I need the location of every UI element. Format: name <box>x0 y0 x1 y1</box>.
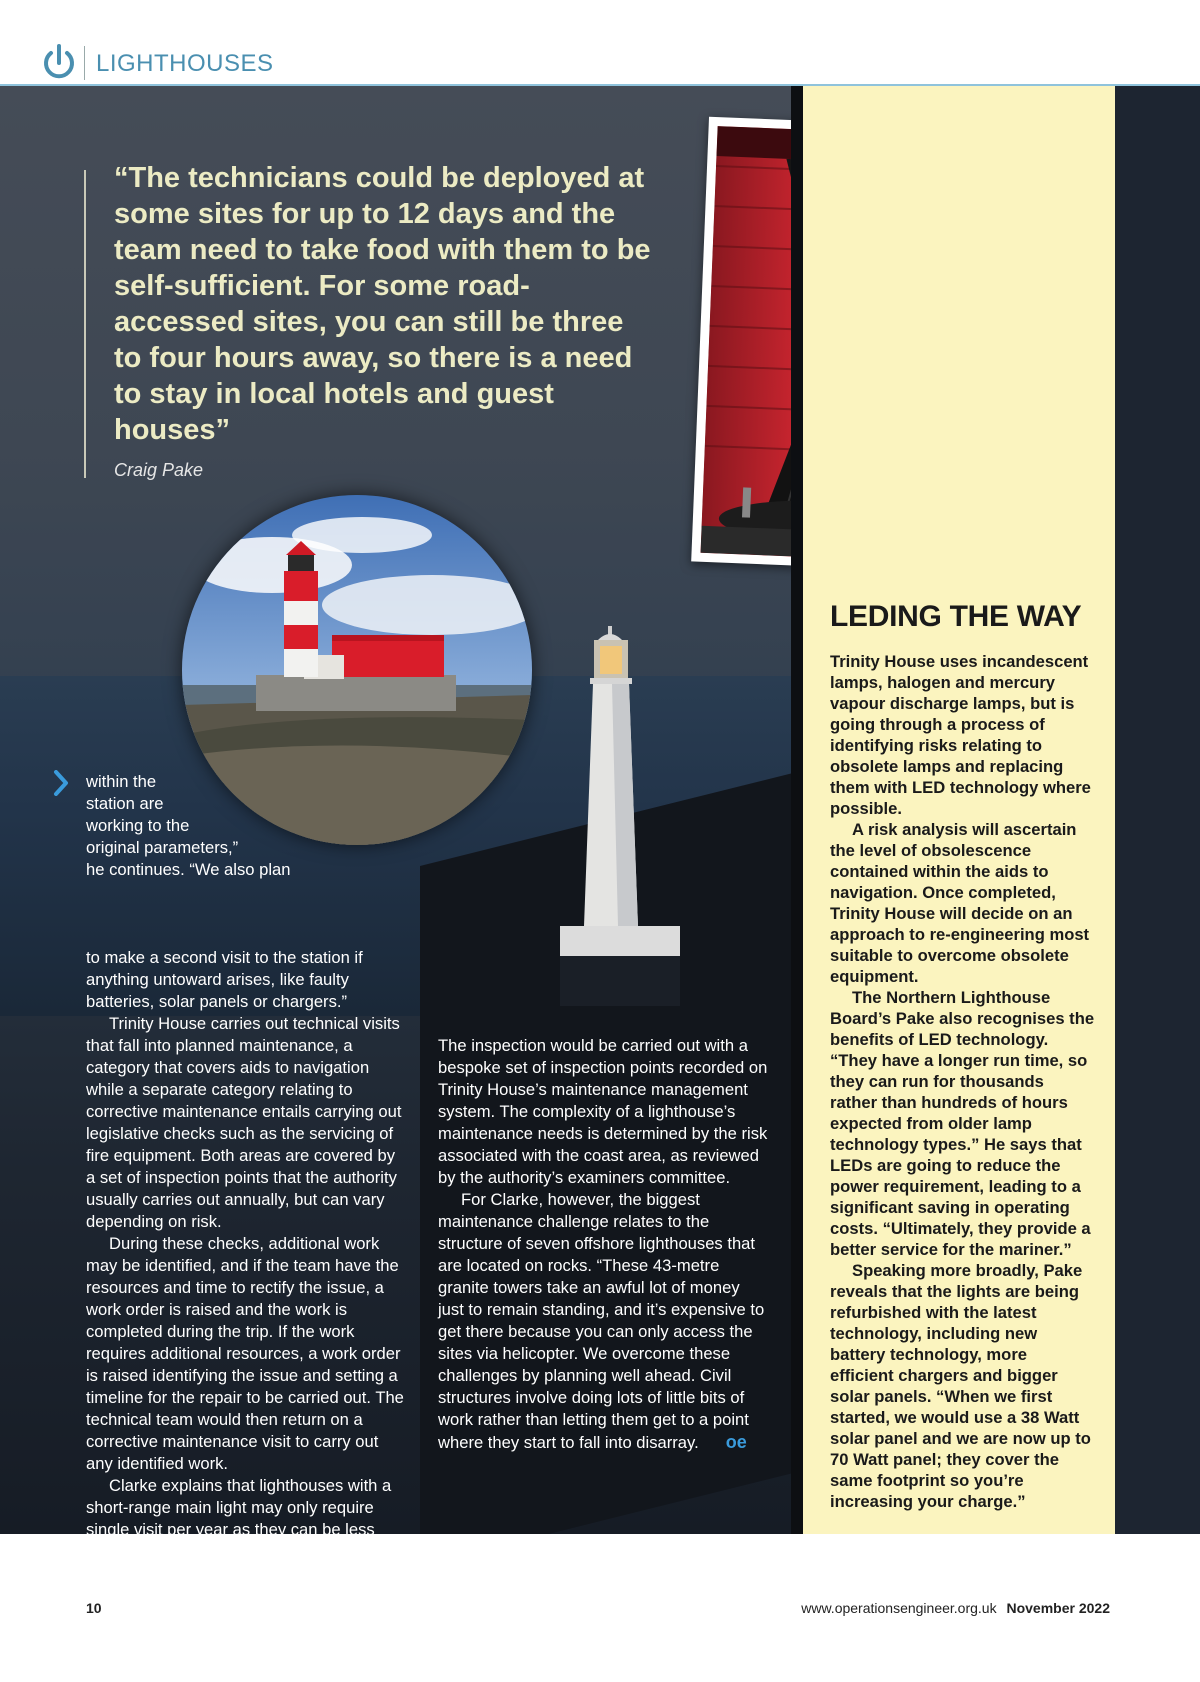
footer-url[interactable]: www.operationsengineer.org.uk <box>801 1600 997 1616</box>
issue-date: November 2022 <box>1006 1600 1110 1616</box>
body-column-2 <box>438 1035 768 1454</box>
header-divider <box>84 46 85 80</box>
sidebar-paragraph: The Northern Lighthouse Board’s Pake also recognises the benefits of LED technology. “They have a longer run time, so they can run for thousands rather than hundreds of hours expected from older lamp technology types.” He says that LEDs are going to reduce the power requirement, leading to a significant saving in operating costs. “Ultimately, they provide a better service for the mariner.” <box>830 988 1095 1259</box>
body-paragraph <box>438 1189 768 1454</box>
page-number: 10 <box>86 1600 102 1616</box>
sidebar-right-photo-strip <box>1115 86 1200 1534</box>
continuation-chevron-icon <box>52 770 70 796</box>
sidebar-body <box>830 651 1095 1512</box>
page-header <box>0 0 1200 86</box>
sidebar-heading: LEDING THE WAY <box>830 600 1082 633</box>
background-lighthouse <box>560 626 680 1006</box>
quote-rule <box>84 170 86 478</box>
body-paragraph: to make a second visit to the station if anything untoward arises, like faulty batteries, solar panels or chargers.” <box>86 948 363 1011</box>
body-line: station are <box>86 794 164 813</box>
pull-quote: “The technicians could be deployed at some sites for up to 12 days and the team need to take food with them to be self-sufficient. For some road-accessed sites, you can still be three to four hours away, so there is a need to stay in local hotels and guest houses” <box>114 162 651 446</box>
sidebar-paragraph: Trinity House uses incandescent lamps, halogen and mercury vapour discharge lamps, but is going through a process of identifying risks relating to obsolete lamps and replacing them with LED technology where possible. <box>830 652 1091 818</box>
sidebar-paragraph: Speaking more broadly, Pake reveals that the lights are being refurbished with the latest technology, including new battery technology, more efficient chargers and bigger solar panels. “When we first started, we would use a 38 Watt solar panel and we are now up to 70 Watt panel; they cover the same footprint so you’re increasing your charge.” <box>830 1261 1091 1511</box>
body-line: he continues. “We also plan <box>86 860 291 879</box>
body-line: within the <box>86 772 157 791</box>
quote-author: Craig Pake <box>114 460 204 480</box>
footer-info <box>801 1600 1110 1616</box>
sidebar-dark-strip <box>791 86 803 1534</box>
body-paragraph: Clarke explains that lighthouses with a short-range main light may only require single visit per year as they can be less complex, depending on the location. <box>86 1476 392 1561</box>
power-icon <box>42 44 76 82</box>
body-line: original parameters,” <box>86 838 239 857</box>
body-paragraph: The inspection would be carried out with a bespoke set of inspection points recorded on Trinity House’s maintenance management system. The complexity of a lighthouse’s maintenance needs is determined by the risk associated with the coast area, as reviewed by the authority’s examiners committee. <box>438 1036 768 1187</box>
body-line: working to the <box>86 816 190 835</box>
sidebar-paragraph: A risk analysis will ascertain the level of obsolescence contained within the aids to navigation. Once completed, Trinity House will decide on an approach to re-engineering most suitable to overcome obsolete equipment. <box>830 820 1090 986</box>
body-column-1 <box>86 947 408 1563</box>
end-mark-logo: oe <box>725 1432 747 1452</box>
body-paragraph-text: For Clarke, however, the biggest maintenance challenge relates to the structure of seven offshore lighthouses that are located on rocks. “These 43-metre granite towers take an awful lot of money just to remain standing, and it’s expensive to get there because you can only access the sites via helicopter. We overcome these challenges by planning well ahead. Civil structures involve doing lots of little bits of work rather than letting them get to a point where they start to fall into disarray. <box>438 1190 765 1452</box>
body-paragraph: During these checks, additional work may be identified, and if the team have the resources and time to rectify the issue, a work order is raised and the work is completed during the trip. If the work requires additional resources, a work order is raised identifying the issue and setting a timeline for the repair to be carried out. The technical team would then return on a corrective maintenance visit to carry out any identified work. <box>86 1234 404 1473</box>
body-column-1-lines <box>86 771 386 881</box>
body-paragraph: Trinity House carries out technical visits that fall into planned maintenance, a category that covers aids to navigation while a separate category relating to corrective maintenance entails carrying out legislative checks such as the servicing of fire equipment. Both areas are covered by a set of inspection points that the authority usually carries out annually, but can vary depending on risk. <box>86 1014 402 1231</box>
section-title: LIGHTHOUSES <box>96 50 274 77</box>
